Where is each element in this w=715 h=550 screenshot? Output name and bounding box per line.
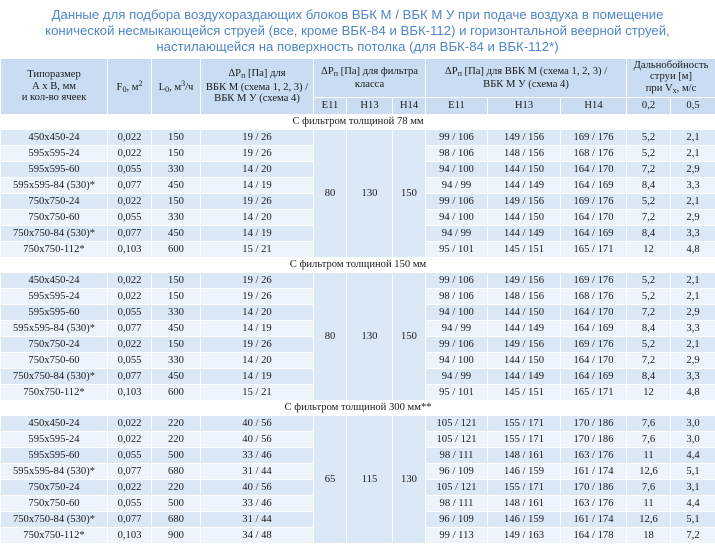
cell-pressure-drop: 14 / 19 — [201, 226, 314, 242]
cell-unit-h13: 144 / 149 — [488, 369, 561, 385]
selection-table — [0, 58, 715, 544]
cell-unit-h14: 164 / 170 — [561, 162, 627, 178]
cell-airflow: 450 — [152, 321, 201, 337]
cell-pressure-drop: 19 / 26 — [201, 130, 314, 146]
cell-unit-h13: 155 / 171 — [488, 416, 561, 432]
cell-unit-h14: 168 / 176 — [561, 146, 627, 162]
filter-h13-cell: 115 — [347, 416, 393, 544]
cell-unit-h13: 146 / 159 — [488, 512, 561, 528]
header-airflow: $L_0$, $м^3/ч$ — [152, 59, 201, 115]
cell-throw-02: 5,2 — [627, 289, 671, 305]
cell-unit-h13: 148 / 161 — [488, 448, 561, 464]
header-h13: H13 — [347, 98, 393, 115]
cell-pressure-drop: 14 / 20 — [201, 162, 314, 178]
cell-size: 595x595-84 (530)* — [1, 321, 108, 337]
cell-throw-05: 2,1 — [671, 289, 715, 305]
cell-throw-02: 7,2 — [627, 210, 671, 226]
cell-throw-02: 11 — [627, 448, 671, 464]
cell-unit-h14: 163 / 176 — [561, 496, 627, 512]
cell-size: 595x595-24 — [1, 146, 108, 162]
cell-airflow: 450 — [152, 178, 201, 194]
cell-area: 0,103 — [108, 385, 152, 401]
cell-throw-05: 4,8 — [671, 242, 715, 258]
cell-unit-e11: 99 / 106 — [426, 194, 488, 210]
filter-h14-cell: 150 — [393, 130, 426, 258]
section-header: С фильтром толщиной 300 мм** — [1, 401, 715, 416]
cell-throw-02: 5,2 — [627, 337, 671, 353]
table-body — [1, 115, 715, 544]
cell-throw-05: 3,1 — [671, 480, 715, 496]
cell-throw-02: 5,2 — [627, 194, 671, 210]
cell-unit-h13: 144 / 150 — [488, 353, 561, 369]
header-e11-unit: E11 — [426, 98, 488, 115]
cell-pressure-drop: 31 / 44 — [201, 464, 314, 480]
cell-unit-h14: 170 / 186 — [561, 432, 627, 448]
header-v02: 0,2 — [627, 98, 671, 115]
cell-pressure-drop: 14 / 19 — [201, 321, 314, 337]
cell-unit-h14: 169 / 176 — [561, 194, 627, 210]
cell-airflow: 330 — [152, 305, 201, 321]
header-h14: H14 — [393, 98, 426, 115]
cell-size: 595x595-60 — [1, 448, 108, 464]
cell-unit-h13: 145 / 151 — [488, 242, 561, 258]
cell-unit-h13: 145 / 151 — [488, 385, 561, 401]
cell-area: 0,022 — [108, 416, 152, 432]
cell-throw-02: 7,2 — [627, 305, 671, 321]
cell-area: 0,077 — [108, 226, 152, 242]
cell-throw-02: 7,6 — [627, 480, 671, 496]
cell-pressure-drop: 19 / 26 — [201, 146, 314, 162]
cell-throw-05: 4,4 — [671, 448, 715, 464]
cell-airflow: 330 — [152, 353, 201, 369]
cell-airflow: 150 — [152, 194, 201, 210]
cell-throw-05: 3,0 — [671, 416, 715, 432]
table-row — [1, 130, 715, 146]
cell-unit-e11: 105 / 121 — [426, 416, 488, 432]
cell-throw-05: 5,1 — [671, 464, 715, 480]
cell-size: 450x450-24 — [1, 416, 108, 432]
cell-airflow: 500 — [152, 496, 201, 512]
cell-unit-e11: 94 / 99 — [426, 226, 488, 242]
cell-size: 750x750-60 — [1, 210, 108, 226]
header-filter-pressure: $\Delta P_п$ [Па] для фильтра класса — [314, 59, 426, 98]
table-header — [1, 59, 715, 115]
cell-throw-05: 2,9 — [671, 353, 715, 369]
cell-throw-05: 2,1 — [671, 130, 715, 146]
cell-area: 0,055 — [108, 305, 152, 321]
cell-area: 0,077 — [108, 512, 152, 528]
cell-area: 0,103 — [108, 242, 152, 258]
cell-area: 0,022 — [108, 194, 152, 210]
cell-throw-05: 2,9 — [671, 210, 715, 226]
header-pressure-drop: $\Delta P_п$ [Па] для ВБК М (схема 1, 2, 3) / ВБК М У (схема 4) — [201, 59, 314, 115]
cell-unit-e11: 94 / 99 — [426, 321, 488, 337]
cell-size: 450x450-24 — [1, 273, 108, 289]
cell-unit-h14: 164 / 178 — [561, 528, 627, 544]
cell-throw-05: 4,8 — [671, 385, 715, 401]
cell-size: 595x595-84 (530)* — [1, 464, 108, 480]
cell-unit-h13: 149 / 156 — [488, 337, 561, 353]
cell-size: 750x750-60 — [1, 353, 108, 369]
cell-size: 750x750-60 — [1, 496, 108, 512]
header-h14-unit: H14 — [561, 98, 627, 115]
cell-pressure-drop: 34 / 48 — [201, 528, 314, 544]
cell-area: 0,022 — [108, 432, 152, 448]
cell-unit-e11: 98 / 106 — [426, 289, 488, 305]
cell-unit-e11: 96 / 109 — [426, 512, 488, 528]
cell-pressure-drop: 14 / 20 — [201, 305, 314, 321]
cell-pressure-drop: 14 / 20 — [201, 353, 314, 369]
cell-unit-e11: 98 / 106 — [426, 146, 488, 162]
cell-area: 0,103 — [108, 528, 152, 544]
cell-airflow: 150 — [152, 273, 201, 289]
cell-throw-02: 18 — [627, 528, 671, 544]
cell-throw-02: 12 — [627, 385, 671, 401]
cell-area: 0,022 — [108, 146, 152, 162]
cell-pressure-drop: 14 / 19 — [201, 369, 314, 385]
cell-size: 750x750-84 (530)* — [1, 512, 108, 528]
cell-pressure-drop: 31 / 44 — [201, 512, 314, 528]
cell-airflow: 450 — [152, 226, 201, 242]
cell-throw-05: 3,3 — [671, 226, 715, 242]
cell-throw-02: 5,2 — [627, 146, 671, 162]
cell-throw-02: 12,6 — [627, 464, 671, 480]
cell-throw-02: 7,2 — [627, 353, 671, 369]
cell-unit-h13: 148 / 156 — [488, 289, 561, 305]
cell-airflow: 450 — [152, 369, 201, 385]
cell-throw-02: 7,6 — [627, 416, 671, 432]
cell-unit-h14: 170 / 186 — [561, 416, 627, 432]
document-title — [0, 0, 715, 58]
cell-pressure-drop: 15 / 21 — [201, 385, 314, 401]
cell-area: 0,077 — [108, 369, 152, 385]
cell-area: 0,055 — [108, 162, 152, 178]
cell-unit-e11: 105 / 121 — [426, 480, 488, 496]
header-size: Типоразмер А х В, мм и кол-во ячеек — [1, 59, 108, 115]
cell-unit-h13: 144 / 149 — [488, 226, 561, 242]
cell-unit-e11: 99 / 113 — [426, 528, 488, 544]
cell-unit-h13: 144 / 149 — [488, 178, 561, 194]
title-line-3: настилающейся на поверхность потолка (для ВБК-84 и ВБК-112*) — [156, 39, 559, 55]
cell-area: 0,022 — [108, 273, 152, 289]
cell-throw-05: 3,3 — [671, 369, 715, 385]
cell-size: 750x750-84 (530)* — [1, 369, 108, 385]
cell-size: 750x750-24 — [1, 480, 108, 496]
cell-unit-h13: 144 / 149 — [488, 321, 561, 337]
cell-throw-02: 7,6 — [627, 432, 671, 448]
cell-unit-e11: 94 / 99 — [426, 178, 488, 194]
cell-area: 0,055 — [108, 210, 152, 226]
cell-size: 750x750-84 (530)* — [1, 226, 108, 242]
cell-airflow: 330 — [152, 210, 201, 226]
cell-unit-h13: 148 / 161 — [488, 496, 561, 512]
header-v05: 0,5 — [671, 98, 715, 115]
cell-throw-02: 8,4 — [627, 178, 671, 194]
cell-throw-02: 5,2 — [627, 130, 671, 146]
cell-airflow: 600 — [152, 242, 201, 258]
table-row — [1, 273, 715, 289]
header-area: $F_0$, $м^2$ — [108, 59, 152, 115]
cell-area: 0,077 — [108, 321, 152, 337]
title-line-2: конической несмыкающейся струей (все, кроме ВБК-84 и ВБК-112) и горизонтальной веерной струей, — [45, 23, 670, 39]
cell-pressure-drop: 19 / 26 — [201, 194, 314, 210]
cell-unit-e11: 99 / 106 — [426, 337, 488, 353]
cell-unit-h13: 144 / 150 — [488, 305, 561, 321]
cell-area: 0,022 — [108, 289, 152, 305]
cell-pressure-drop: 40 / 56 — [201, 416, 314, 432]
cell-unit-h14: 165 / 171 — [561, 385, 627, 401]
cell-size: 750x750-112* — [1, 528, 108, 544]
header-throw: Дальнобойность струи [м] при $V_x$, м/с — [627, 59, 715, 98]
title-line-1: Данные для подбора воздухораздающих блоков ВБК М / ВБК М У при подаче воздуха в помещение — [51, 7, 664, 22]
cell-unit-h14: 164 / 169 — [561, 369, 627, 385]
cell-airflow: 600 — [152, 385, 201, 401]
cell-throw-05: 4,4 — [671, 496, 715, 512]
cell-unit-e11: 95 / 101 — [426, 385, 488, 401]
cell-unit-h13: 149 / 156 — [488, 130, 561, 146]
cell-airflow: 680 — [152, 512, 201, 528]
cell-unit-e11: 98 / 111 — [426, 496, 488, 512]
cell-throw-05: 3,0 — [671, 432, 715, 448]
cell-throw-02: 11 — [627, 496, 671, 512]
cell-throw-05: 3,3 — [671, 178, 715, 194]
section-header: С фильтром толщиной 78 мм — [1, 115, 715, 130]
cell-pressure-drop: 33 / 46 — [201, 496, 314, 512]
cell-throw-05: 2,1 — [671, 337, 715, 353]
filter-h13-cell: 130 — [347, 130, 393, 258]
cell-unit-h14: 164 / 170 — [561, 305, 627, 321]
cell-size: 595x595-60 — [1, 162, 108, 178]
cell-pressure-drop: 14 / 20 — [201, 210, 314, 226]
cell-pressure-drop: 33 / 46 — [201, 448, 314, 464]
cell-unit-h13: 149 / 163 — [488, 528, 561, 544]
cell-unit-h13: 146 / 159 — [488, 464, 561, 480]
cell-unit-h14: 164 / 170 — [561, 210, 627, 226]
cell-size: 595x595-24 — [1, 289, 108, 305]
cell-unit-h14: 169 / 176 — [561, 130, 627, 146]
cell-unit-e11: 94 / 100 — [426, 305, 488, 321]
cell-airflow: 150 — [152, 337, 201, 353]
filter-e11-cell: 80 — [314, 130, 347, 258]
table-row — [1, 416, 715, 432]
filter-h14-cell: 150 — [393, 273, 426, 401]
cell-unit-h14: 163 / 176 — [561, 448, 627, 464]
filter-h13-cell: 130 — [347, 273, 393, 401]
cell-unit-e11: 94 / 100 — [426, 210, 488, 226]
cell-unit-h14: 169 / 176 — [561, 273, 627, 289]
cell-unit-h14: 161 / 174 — [561, 464, 627, 480]
cell-throw-02: 5,2 — [627, 273, 671, 289]
cell-airflow: 220 — [152, 416, 201, 432]
cell-area: 0,022 — [108, 337, 152, 353]
cell-unit-h14: 164 / 169 — [561, 321, 627, 337]
cell-area: 0,077 — [108, 178, 152, 194]
cell-airflow: 220 — [152, 480, 201, 496]
cell-unit-e11: 94 / 100 — [426, 162, 488, 178]
cell-throw-02: 12,6 — [627, 512, 671, 528]
cell-unit-e11: 94 / 100 — [426, 353, 488, 369]
cell-size: 595x595-24 — [1, 432, 108, 448]
cell-area: 0,022 — [108, 130, 152, 146]
cell-throw-05: 7,2 — [671, 528, 715, 544]
filter-h14-cell: 130 — [393, 416, 426, 544]
cell-throw-05: 2,1 — [671, 194, 715, 210]
cell-unit-h13: 155 / 171 — [488, 432, 561, 448]
cell-unit-h14: 168 / 176 — [561, 289, 627, 305]
cell-size: 750x750-112* — [1, 385, 108, 401]
cell-throw-02: 8,4 — [627, 321, 671, 337]
cell-unit-h14: 164 / 170 — [561, 353, 627, 369]
cell-size: 595x595-60 — [1, 305, 108, 321]
cell-airflow: 680 — [152, 464, 201, 480]
cell-pressure-drop: 15 / 21 — [201, 242, 314, 258]
cell-unit-e11: 96 / 109 — [426, 464, 488, 480]
cell-pressure-drop: 40 / 56 — [201, 480, 314, 496]
cell-area: 0,055 — [108, 448, 152, 464]
cell-unit-h14: 164 / 169 — [561, 226, 627, 242]
cell-airflow: 150 — [152, 130, 201, 146]
cell-pressure-drop: 19 / 26 — [201, 337, 314, 353]
cell-throw-02: 7,2 — [627, 162, 671, 178]
cell-unit-e11: 99 / 106 — [426, 130, 488, 146]
cell-throw-02: 12 — [627, 242, 671, 258]
filter-e11-cell: 65 — [314, 416, 347, 544]
cell-pressure-drop: 14 / 19 — [201, 178, 314, 194]
cell-unit-e11: 99 / 106 — [426, 273, 488, 289]
cell-size: 750x750-24 — [1, 337, 108, 353]
header-e11: E11 — [314, 98, 347, 115]
cell-airflow: 330 — [152, 162, 201, 178]
cell-throw-02: 8,4 — [627, 369, 671, 385]
cell-throw-05: 5,1 — [671, 512, 715, 528]
cell-unit-h13: 149 / 156 — [488, 194, 561, 210]
cell-unit-h14: 161 / 174 — [561, 512, 627, 528]
section-header: С фильтром толщиной 150 мм — [1, 258, 715, 273]
cell-unit-h13: 144 / 150 — [488, 162, 561, 178]
cell-airflow: 150 — [152, 146, 201, 162]
cell-size: 750x750-24 — [1, 194, 108, 210]
cell-size: 595x595-84 (530)* — [1, 178, 108, 194]
cell-airflow: 500 — [152, 448, 201, 464]
cell-size: 750x750-112* — [1, 242, 108, 258]
cell-unit-h14: 164 / 169 — [561, 178, 627, 194]
cell-area: 0,055 — [108, 353, 152, 369]
cell-airflow: 900 — [152, 528, 201, 544]
cell-unit-h14: 169 / 176 — [561, 337, 627, 353]
cell-airflow: 150 — [152, 289, 201, 305]
cell-unit-e11: 95 / 101 — [426, 242, 488, 258]
cell-throw-05: 2,1 — [671, 146, 715, 162]
cell-area: 0,022 — [108, 480, 152, 496]
cell-unit-e11: 98 / 111 — [426, 448, 488, 464]
cell-unit-h13: 149 / 156 — [488, 273, 561, 289]
cell-throw-02: 8,4 — [627, 226, 671, 242]
cell-throw-05: 2,9 — [671, 305, 715, 321]
filter-e11-cell: 80 — [314, 273, 347, 401]
cell-unit-e11: 94 / 99 — [426, 369, 488, 385]
cell-throw-05: 2,9 — [671, 162, 715, 178]
header-h13-unit: H13 — [488, 98, 561, 115]
cell-unit-h13: 148 / 156 — [488, 146, 561, 162]
cell-airflow: 220 — [152, 432, 201, 448]
header-unit-pressure: $\Delta P_п$ [Па] для ВБК М (схема 1, 2, 3) / ВБК М У (схема 4) — [426, 59, 627, 98]
cell-throw-05: 3,3 — [671, 321, 715, 337]
cell-unit-h13: 144 / 150 — [488, 210, 561, 226]
cell-area: 0,055 — [108, 496, 152, 512]
cell-unit-h14: 165 / 171 — [561, 242, 627, 258]
cell-size: 450x450-24 — [1, 130, 108, 146]
cell-throw-05: 2,1 — [671, 273, 715, 289]
cell-pressure-drop: 19 / 26 — [201, 289, 314, 305]
cell-unit-h13: 155 / 171 — [488, 480, 561, 496]
cell-area: 0,077 — [108, 464, 152, 480]
cell-pressure-drop: 19 / 26 — [201, 273, 314, 289]
cell-unit-e11: 105 / 121 — [426, 432, 488, 448]
cell-pressure-drop: 40 / 56 — [201, 432, 314, 448]
cell-unit-h14: 170 / 186 — [561, 480, 627, 496]
